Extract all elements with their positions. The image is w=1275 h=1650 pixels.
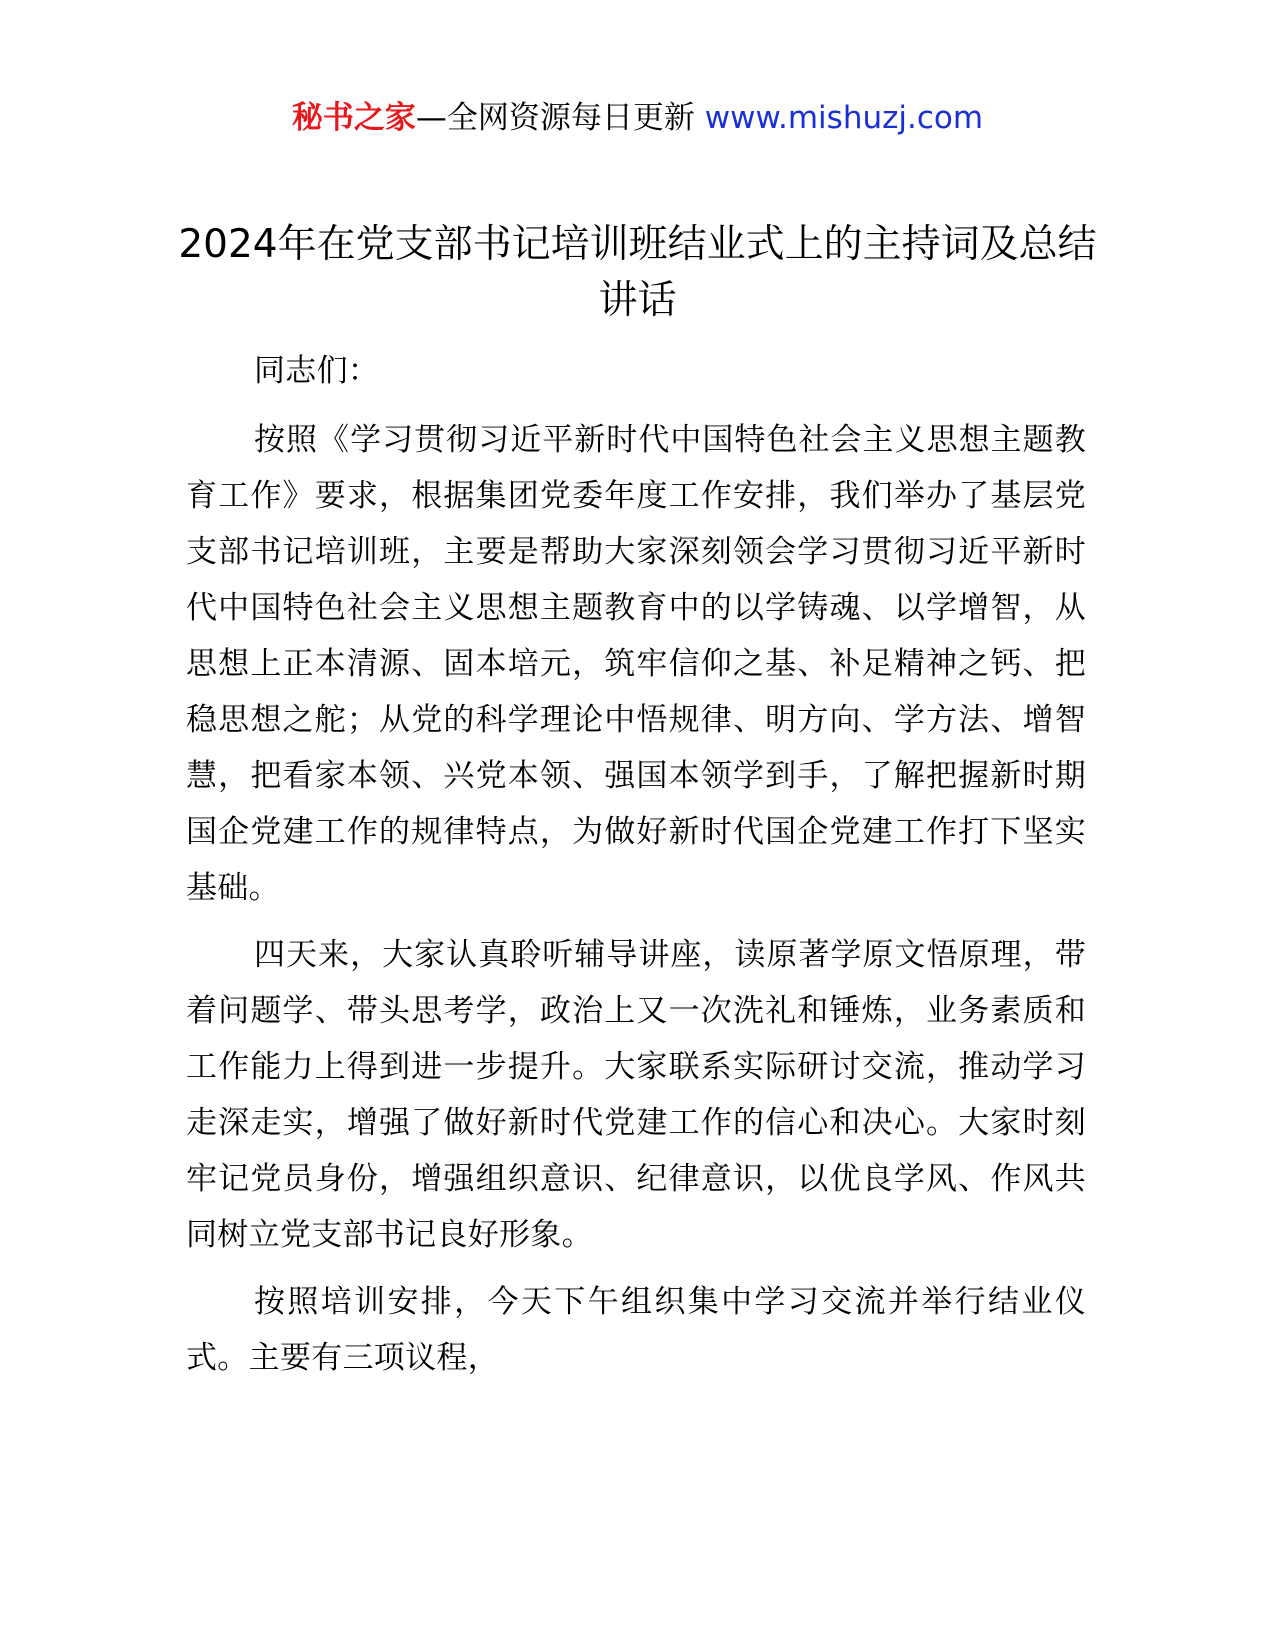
body-paragraph: 按照《学习贯彻习近平新时代中国特色社会主义思想主题教育工作》要求，根据集团党委年度工作安排，我们举办了基层党支部书记培训班，主要是帮助大家深刻领会学习贯彻习近平新时代中国特色社会主义思想主题教育中的以学铸魂、以学增智，从思想上正本清源、固本培元，筑牢信仰之基、补足精神之钙、把稳思想之舵；从党的科学理论中悟规律、明方向、学方法、增智慧，把看家本领、兴党本领、强国本领学到手，了解把握新时期国企党建工作的规律特点，为做好新时代国企党建工作打下坚实基础。 <box>186 422 1086 906</box>
body-paragraph: 四天来，大家认真聆听辅导讲座，读原著学原文悟原理，带着问题学、带头思考学，政治上又一次洗礼和锤炼，业务素质和工作能力上得到进一步提升。大家联系实际研讨交流，推动学习走深走实，增强了做好新时代党建工作的信心和决心。大家时刻牢记党员身份，增强组织意识、纪律意识，以优良学风、作风共同树立党支部书记良好形象。 <box>186 937 1086 1253</box>
site-url-link[interactable]: www.mishuzj.com <box>704 100 984 136</box>
document-body <box>186 343 1086 1397</box>
brand-name: 秘书之家 <box>291 100 416 136</box>
document-title: 2024年在党支部书记培训班结业式上的主持词及总结讲话 <box>178 222 1097 323</box>
salutation: 同志们： <box>254 353 380 389</box>
header-tagline: —全网资源每日更新 <box>415 100 705 136</box>
page-header <box>0 96 1275 140</box>
body-paragraph: 按照培训安排，今天下午组织集中学习交流并举行结业仪式。主要有三项议程， <box>186 1284 1086 1376</box>
